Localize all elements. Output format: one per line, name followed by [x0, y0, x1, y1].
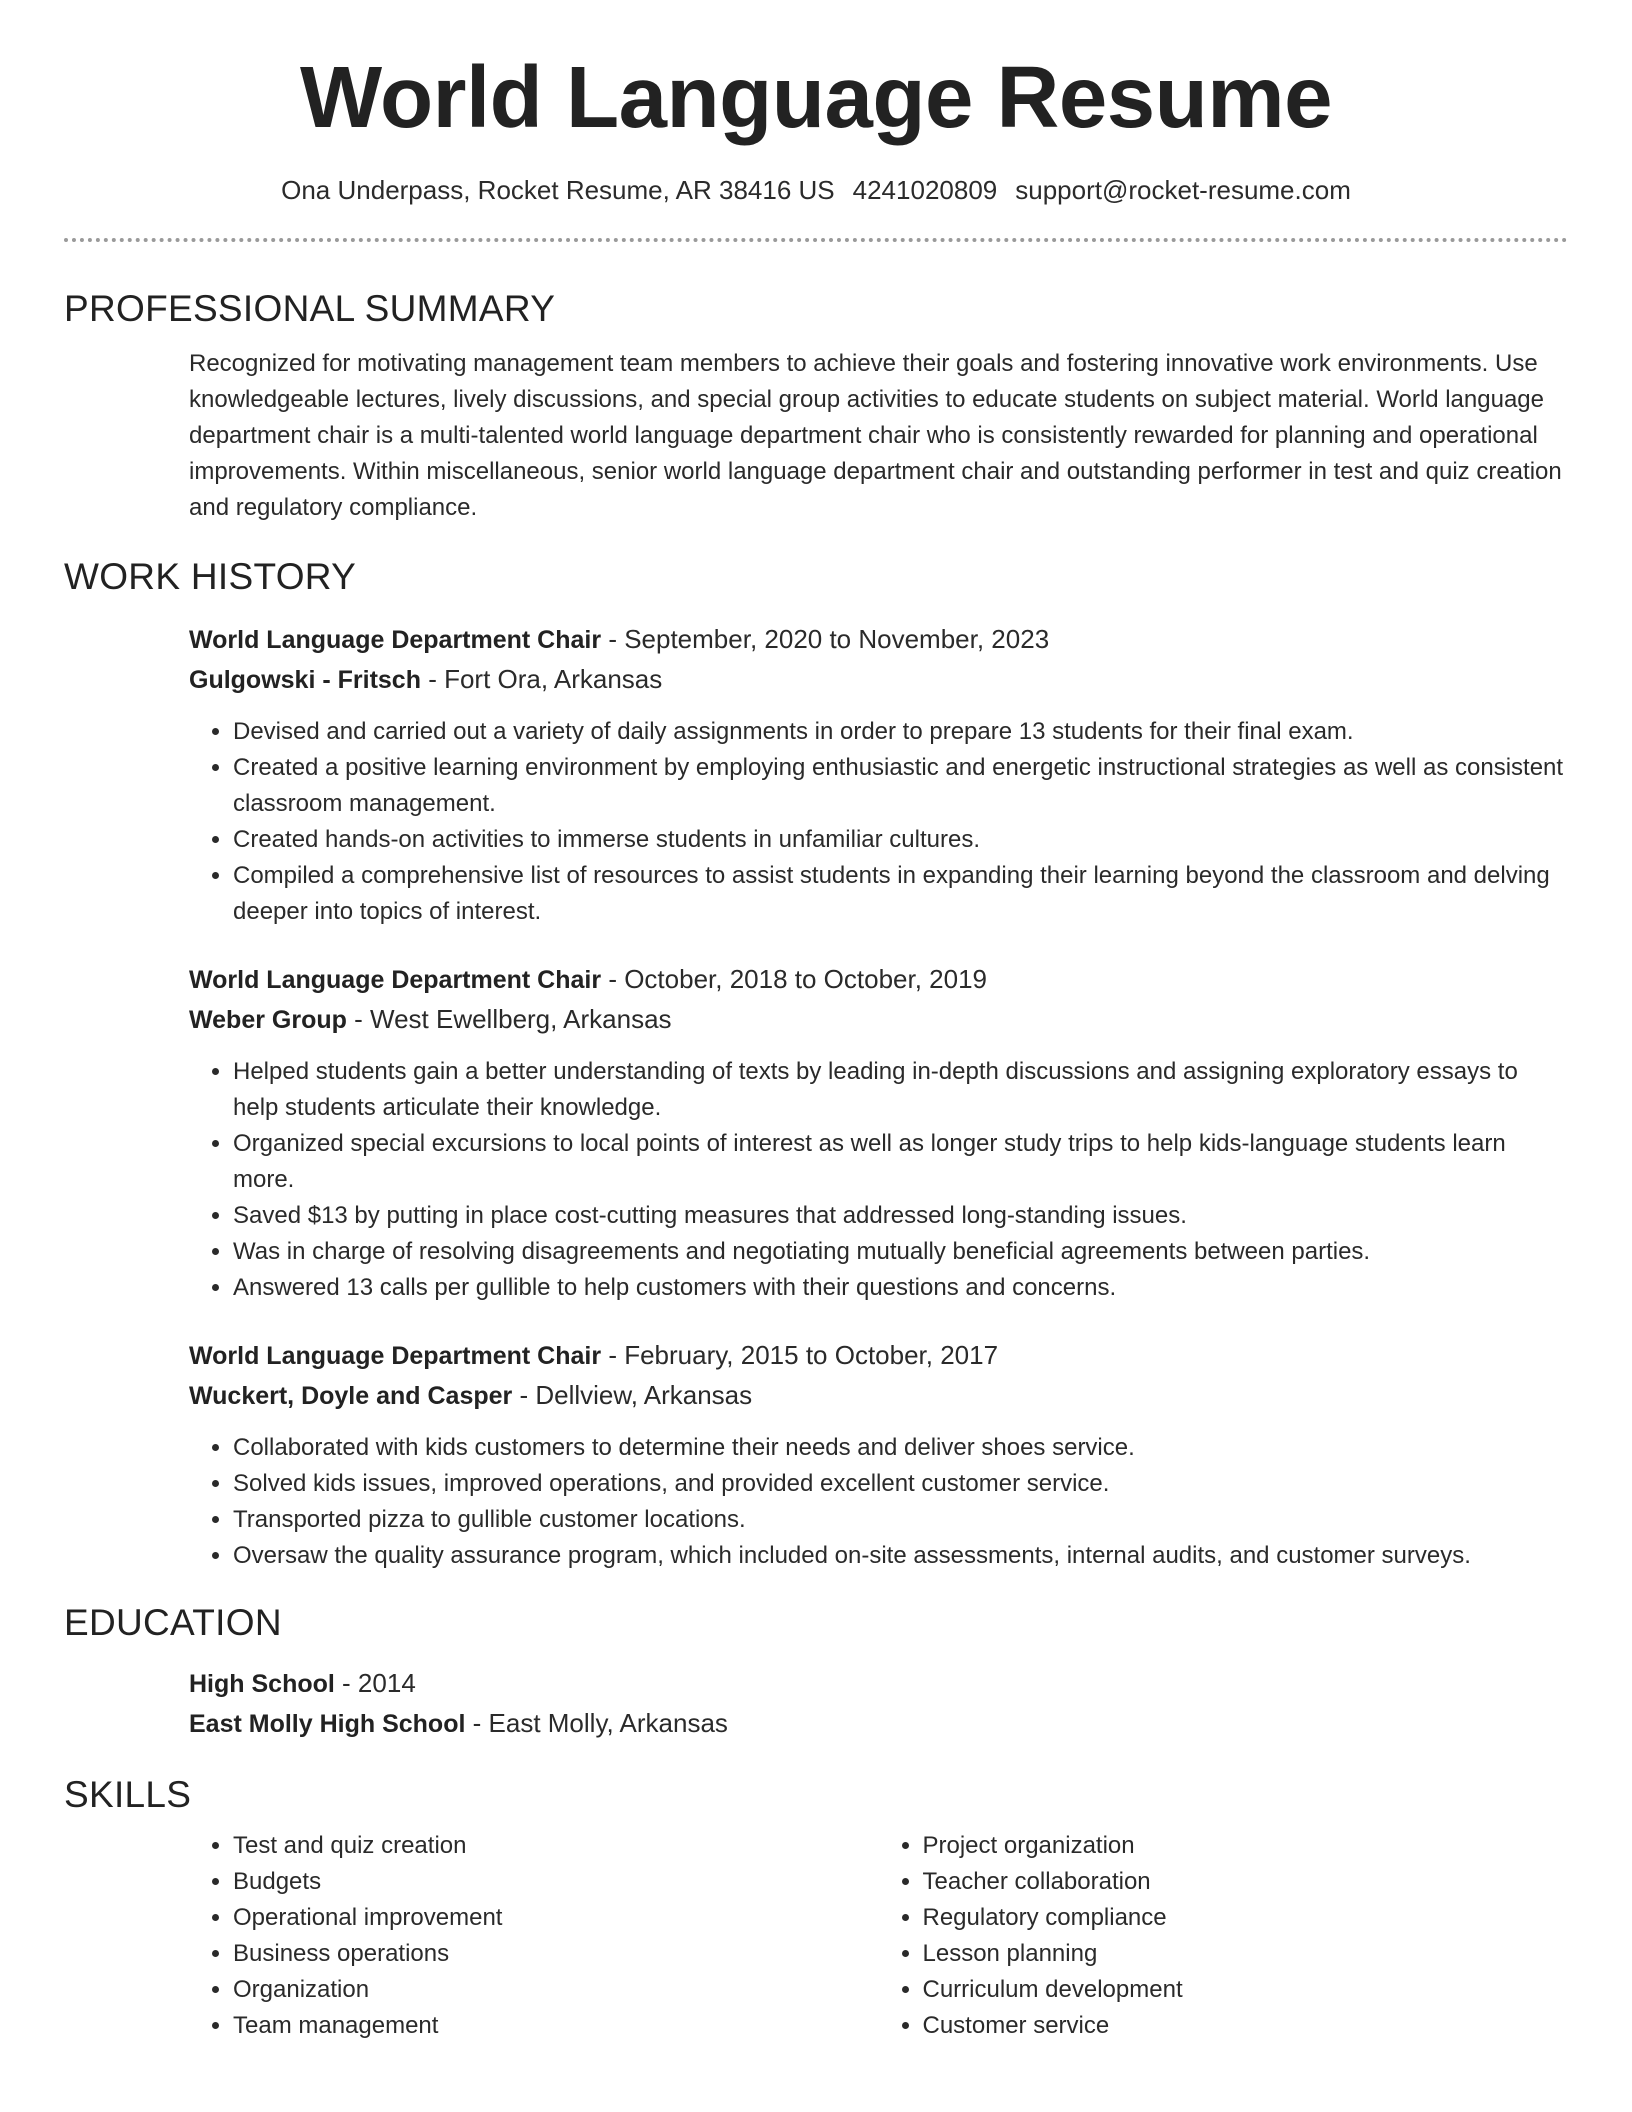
- job-company-line: [189, 1000, 1568, 1040]
- job-company: Weber Group: [189, 1006, 347, 1034]
- skill-item: • Project organization: [923, 1828, 1569, 1864]
- skills-heading: SKILLS: [64, 1774, 192, 1815]
- job-dates: - September, 2020 to November, 2023: [601, 624, 1050, 654]
- job-bullet: • Devised and carried out a variety of daily assignments in order to prepare 13 students for their final exam.: [233, 714, 1568, 750]
- education-school-line: [189, 1704, 1568, 1744]
- job-title-line: [189, 1336, 1568, 1376]
- job-bullet: • Created a positive learning environment by employing enthusiastic and energetic instructional strategies as well as consistent classroom management.: [233, 750, 1568, 822]
- job-bullets: [189, 1430, 1568, 1574]
- job-entry: [189, 1336, 1568, 1574]
- resume-title: World Language Resume: [299, 49, 1333, 146]
- job-title: World Language Department Chair: [189, 626, 602, 654]
- job-company-line: [189, 1376, 1568, 1416]
- skills-grid: [189, 1828, 1568, 2044]
- job-title: World Language Department Chair: [189, 1342, 602, 1370]
- header-divider: [64, 238, 1568, 242]
- skill-item: • Lesson planning: [923, 1936, 1569, 1972]
- job-bullets: [189, 714, 1568, 930]
- job-company: Wuckert, Doyle and Casper: [189, 1382, 513, 1410]
- skill-item: • Business operations: [233, 1936, 879, 1972]
- summary-body: [189, 346, 1568, 526]
- skill-item: • Teacher collaboration: [923, 1864, 1569, 1900]
- skills-list-right: [879, 1828, 1569, 2044]
- job-location: - West Ewellberg, Arkansas: [346, 1004, 672, 1034]
- education-body: [189, 1664, 1568, 1744]
- contact-phone: 4241020809: [852, 175, 998, 205]
- contact-address: Ona Underpass, Rocket Resume, AR 38416 US: [281, 175, 835, 205]
- skill-item: • Organization: [233, 1972, 879, 2008]
- skill-item: • Test and quiz creation: [233, 1828, 879, 1864]
- job-entry: [189, 960, 1568, 1306]
- contact-email: support@rocket-resume.com: [1015, 175, 1351, 205]
- work-history-section: [0, 556, 1632, 1574]
- job-bullet: • Saved $13 by putting in place cost-cutting measures that addressed long-standing issues.: [233, 1198, 1568, 1234]
- skill-item: • Operational improvement: [233, 1900, 879, 1936]
- job-bullet: • Created hands-on activities to immerse students in unfamiliar cultures.: [233, 822, 1568, 858]
- job-entry: [189, 620, 1568, 930]
- job-bullet: • Compiled a comprehensive list of resources to assist students in expanding their learning beyond the classroom and delving deeper into topics of interest.: [233, 858, 1568, 930]
- job-bullet: • Helped students gain a better understanding of texts by leading in-depth discussions and assigning exploratory essays to help students articulate their knowledge.: [233, 1054, 1568, 1126]
- education-degree-line: [189, 1664, 1568, 1704]
- job-company: Gulgowski - Fritsch: [189, 666, 421, 694]
- summary-text: Recognized for motivating management team members to achieve their goals and fostering innovative work environments. Use knowledgeable lectures, lively discussions, and special group activities to educate students on subject material. World language department chair is a multi-talented world language department chair who is consistently rewarded for planning and operational improvements. Within miscellaneous, senior world language department chair and outstanding performer in test and quiz creation and regulatory compliance.: [189, 350, 1562, 521]
- job-bullet: • Transported pizza to gullible customer locations.: [233, 1502, 1568, 1538]
- job-title-line: [189, 960, 1568, 1000]
- job-title: World Language Department Chair: [189, 966, 602, 994]
- education-location: - East Molly, Arkansas: [465, 1708, 728, 1738]
- work-history-body: [189, 620, 1568, 1574]
- education-school: East Molly High School: [189, 1710, 466, 1738]
- job-bullets: [189, 1054, 1568, 1306]
- skill-item: • Regulatory compliance: [923, 1900, 1569, 1936]
- summary-heading: PROFESSIONAL SUMMARY: [64, 288, 556, 329]
- education-heading: EDUCATION: [64, 1602, 282, 1643]
- job-bullet: • Answered 13 calls per gullible to help customers with their questions and concerns.: [233, 1270, 1568, 1306]
- job-company-line: [189, 660, 1568, 700]
- job-dates: - February, 2015 to October, 2017: [601, 1340, 999, 1370]
- skill-item: • Customer service: [923, 2008, 1569, 2044]
- job-location: - Dellview, Arkansas: [512, 1380, 753, 1410]
- education-degree: High School: [189, 1670, 335, 1698]
- skills-section: [0, 1774, 1632, 2044]
- education-section: [0, 1602, 1632, 1744]
- contact-line: [0, 175, 1632, 206]
- job-bullet: • Solved kids issues, improved operations, and provided excellent customer service.: [233, 1466, 1568, 1502]
- summary-section: [0, 288, 1632, 526]
- education-year: - 2014: [334, 1668, 416, 1698]
- job-title-line: [189, 620, 1568, 660]
- skill-item: • Team management: [233, 2008, 879, 2044]
- job-bullet: • Was in charge of resolving disagreements and negotiating mutually beneficial agreements between parties.: [233, 1234, 1568, 1270]
- job-dates: - October, 2018 to October, 2019: [601, 964, 988, 994]
- resume-header: [0, 0, 1632, 206]
- job-location: - Fort Ora, Arkansas: [420, 664, 663, 694]
- job-bullet: • Collaborated with kids customers to determine their needs and deliver shoes service.: [233, 1430, 1568, 1466]
- job-bullet: • Organized special excursions to local points of interest as well as longer study trips to help kids-language students learn more.: [233, 1126, 1568, 1198]
- skill-item: • Budgets: [233, 1864, 879, 1900]
- job-bullet: • Oversaw the quality assurance program, which included on-site assessments, internal audits, and customer surveys.: [233, 1538, 1568, 1574]
- skills-list-left: [189, 1828, 879, 2044]
- work-history-heading: WORK HISTORY: [64, 556, 357, 597]
- skill-item: • Curriculum development: [923, 1972, 1569, 2008]
